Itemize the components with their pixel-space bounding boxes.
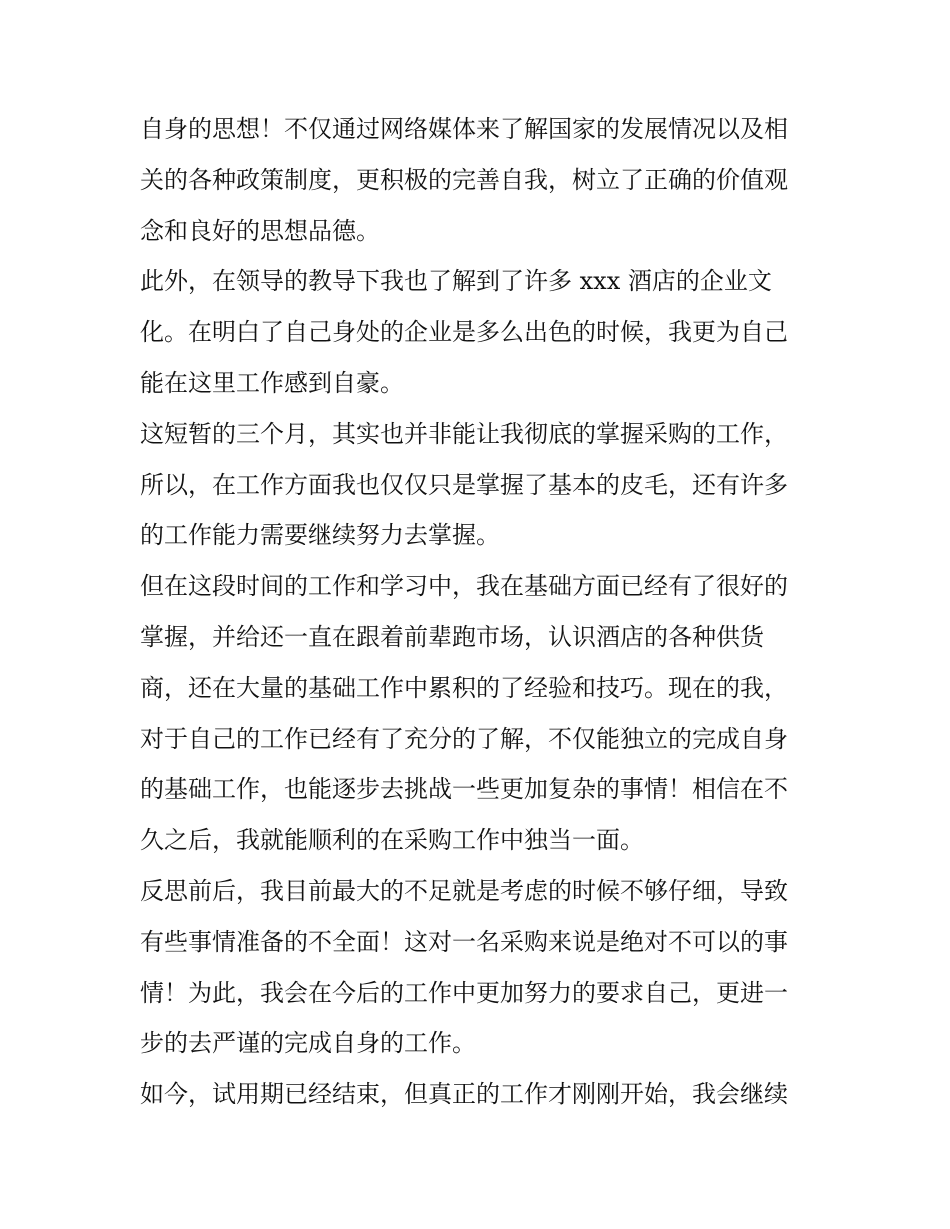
text-line: 此外，在领导的教导下我也了解到了许多 xxx 酒店的企业文 xyxy=(140,267,772,296)
text-line: 商，还在大量的基础工作中累积的了经验和技巧。现在的我， xyxy=(140,673,788,702)
text-line: 久之后，我就能顺利的在采购工作中独当一面。 xyxy=(140,826,644,855)
text-line: 能在这里工作感到自豪。 xyxy=(140,368,404,397)
text-line: 化。在明白了自己身处的企业是多么出色的时候，我更为自己 xyxy=(140,318,788,347)
text-line: 的基础工作，也能逐步去挑战一些更加复杂的事情！相信在不 xyxy=(140,775,788,804)
text-line: 步的去严谨的完成自身的工作。 xyxy=(140,1029,476,1058)
text-line: 情！为此，我会在今后的工作中更加努力的要求自己，更进一 xyxy=(140,978,788,1007)
text-line: 关的各种政策制度，更积极的完善自我，树立了正确的价值观 xyxy=(140,165,788,194)
text-line: 自身的思想！不仅通过网络媒体来了解国家的发展情况以及相 xyxy=(140,115,788,143)
text-line: 所以，在工作方面我也仅仅只是掌握了基本的皮毛，还有许多 xyxy=(140,470,788,499)
text-line: 念和良好的思想品德。 xyxy=(140,216,380,245)
text-line: 这短暂的三个月，其实也并非能让我彻底的掌握采购的工作， xyxy=(140,419,788,448)
text-line: 有些事情准备的不全面！这对一名采购来说是绝对不可以的事 xyxy=(140,927,788,956)
text-line: 对于自己的工作已经有了充分的了解，不仅能独立的完成自身 xyxy=(140,724,788,753)
text-line: 反思前后，我目前最大的不足就是考虑的时候不够仔细，导致 xyxy=(140,876,788,905)
text-line: 如今，试用期已经结束，但真正的工作才刚刚开始，我会继续 xyxy=(140,1080,788,1109)
text-line: 但在这段时间的工作和学习中，我在基础方面已经有了很好的 xyxy=(140,572,788,601)
document-body xyxy=(140,104,820,1120)
text-line: 的工作能力需要继续努力去掌握。 xyxy=(140,521,500,550)
text-line: 掌握，并给还一直在跟着前辈跑市场，认识酒店的各种供货 xyxy=(140,622,764,651)
